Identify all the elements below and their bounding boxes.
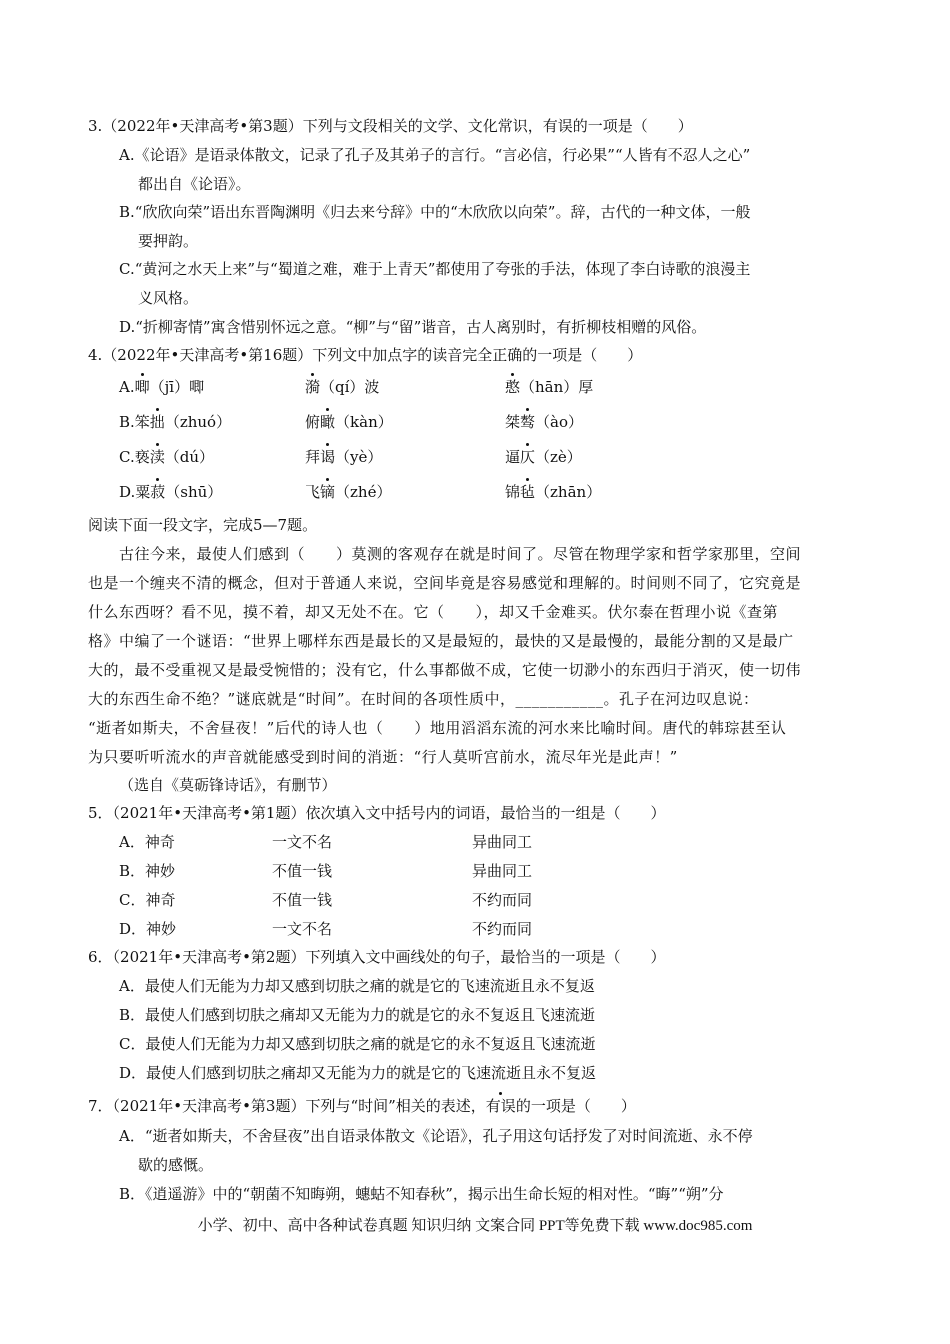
q7-option-b: B．《逍遥游》中的“朝菌不知晦朔，蟪蛄不知春秋”，揭示出生命长短的相对性。“晦”“朔”分 [119, 1185, 724, 1203]
q3-option-d: D.“折柳寄情”寓含惜别怀远之意。“柳”与“留”谐音，古人离别时，有折柳枝相赠的风俗。 [119, 318, 707, 336]
q5-option-b-2: 不值一钱 [272, 862, 333, 880]
q4-option-c-1: C.亵渎（dú） [119, 448, 214, 466]
q3-stem: 3.（2022年•天津高考•第3题）下列与文段相关的文学、文化常识，有误的一项是（ ） [88, 117, 693, 135]
q5-option-b-3: 异曲同工 [472, 862, 533, 880]
passage-line: 为只要听听流水的声音就能感受到时间的消逝：“行人莫听宫前水，流尽年光是此声！” [88, 748, 678, 766]
q6-option-c: C．最使人们无能为力却又感到切肤之痛的就是它的永不复返且飞速流逝 [119, 1035, 596, 1053]
q4-option-b-3: 桀骜（ào） [505, 413, 584, 431]
q3-option-c-cont: 义风格。 [138, 289, 199, 307]
q6-option-b: B．最使人们感到切肤之痛却又无能为力的就是它的永不复返且飞速流逝 [119, 1006, 596, 1024]
q4-option-a-1: A.唧（jī）唧 [119, 378, 205, 396]
passage-line: “逝者如斯夫，不舍昼夜！”后代的诗人也（ ）地用滔滔东流的河水来比喻时间。唐代的韩琮甚至认 [88, 719, 787, 737]
q3-option-a: A.《论语》是语录体散文，记录了孔子及其弟子的言行。“言必信，行必果”“人皆有不忍人之心” [119, 146, 751, 164]
q6-option-d: D．最使人们感到切肤之痛却又无能为力的就是它的飞速流逝且永不复返 [119, 1064, 597, 1082]
q4-option-d-2: 飞镝（zhé） [305, 483, 392, 501]
q5-option-a-2: 一文不名 [272, 833, 333, 851]
passage-line: 什么东西呀？看不见，摸不着，却又无处不在。它（ ），却又千金难买。伏尔泰在哲理小说《查第 [88, 603, 779, 621]
reading-intro: 阅读下面一段文字，完成5—7题。 [88, 516, 318, 534]
q6-option-a: A．最使人们无能为力却又感到切肤之痛的就是它的飞速流逝且永不复返 [119, 977, 595, 995]
passage-line: 也是一个缠夹不清的概念，但对于普通人来说，空间毕竟是容易感觉和理解的。时间则不同了，它究竟是 [88, 574, 802, 592]
q5-option-a-1: A．神奇 [119, 833, 175, 851]
q5-option-d-2: 一文不名 [272, 920, 333, 938]
q4-option-c-2: 拜谒（yè） [305, 448, 383, 466]
q6-stem: 6．（2021年•天津高考•第2题）下列填入文中画线处的句子，最恰当的一项是（ ） [88, 948, 666, 966]
q5-option-a-3: 异曲同工 [472, 833, 533, 851]
q5-option-c-1: C．神奇 [119, 891, 176, 909]
q7-option-a: A．“逝者如斯夫，不舍昼夜”出自语录体散文《论语》，孔子用这句话抒发了对时间流逝、永不停 [119, 1127, 753, 1145]
q5-option-d-3: 不约而同 [472, 920, 533, 938]
q7-stem: 7．（2021年•天津高考•第3题）下列与“时间”相关的表述，有误的一项是（ ） [88, 1097, 636, 1115]
q5-option-b-1: B．神妙 [119, 862, 176, 880]
q5-option-c-3: 不约而同 [472, 891, 533, 909]
passage-line: 古往今来，最使人们感到（ ）莫测的客观存在就是时间了。尽管在物理学家和哲学家那里，空间 [88, 545, 802, 563]
q4-option-a-2: 漪（qí）波 [305, 378, 380, 396]
q7-option-a-cont: 歇的感慨。 [138, 1156, 214, 1174]
q5-stem: 5．（2021年•天津高考•第1题）依次填入文中括号内的词语，最恰当的一组是（ ） [88, 804, 666, 822]
passage-source: （选自《莫砺锋诗话》，有删节） [119, 776, 337, 794]
q3-option-b: B.“欣欣向荣”语出东晋陶渊明《归去来兮辞》中的“木欣欣以向荣”。辞，古代的一种文体，一般 [119, 203, 751, 221]
q5-option-c-2: 不值一钱 [272, 891, 333, 909]
q3-option-a-cont: 都出自《论语》。 [138, 175, 251, 193]
q3-option-c: C.“黄河之水天上来”与“蜀道之难，难于上青天”都使用了夸张的手法，体现了李白诗歌的浪漫主 [119, 260, 751, 278]
passage-line: 大的东西生命不绝？”谜底就是“时间”。在时间的各项性质中，___________。孔子在河边叹息说： [88, 690, 759, 708]
q4-option-d-3: 锦毡（zhān） [505, 483, 602, 501]
passage-line: 大的，最不受重视又是最受惋惜的；没有它，什么事都做不成，它使一切渺小的东西归于消灭，使一切伟 [88, 661, 802, 679]
q4-option-a-3: 憨（hān）厚 [505, 378, 594, 396]
q3-option-b-cont: 要押韵。 [138, 232, 199, 250]
q4-option-c-3: 逼仄（zè） [505, 448, 582, 466]
q5-option-d-1: D．神妙 [119, 920, 177, 938]
q4-stem: 4.（2022年•天津高考•第16题）下列文中加点字的读音完全正确的一项是（ ） [88, 346, 643, 364]
q4-option-b-2: 俯瞰（kàn） [305, 413, 393, 431]
passage-line: 格》中编了一个谜语：“世界上哪样东西是最长的又是最短的，最快的又是最慢的，最能分割的又是最广 [88, 632, 794, 650]
page-footer: 小学、初中、高中各种试卷真题 知识归纳 文案合同 PPT等免费下载 www.doc985.com [197, 1218, 753, 1234]
q4-option-b-1: B.笨拙（zhuó） [119, 413, 232, 431]
q4-option-d-1: D.粟菽（shū） [119, 483, 223, 501]
